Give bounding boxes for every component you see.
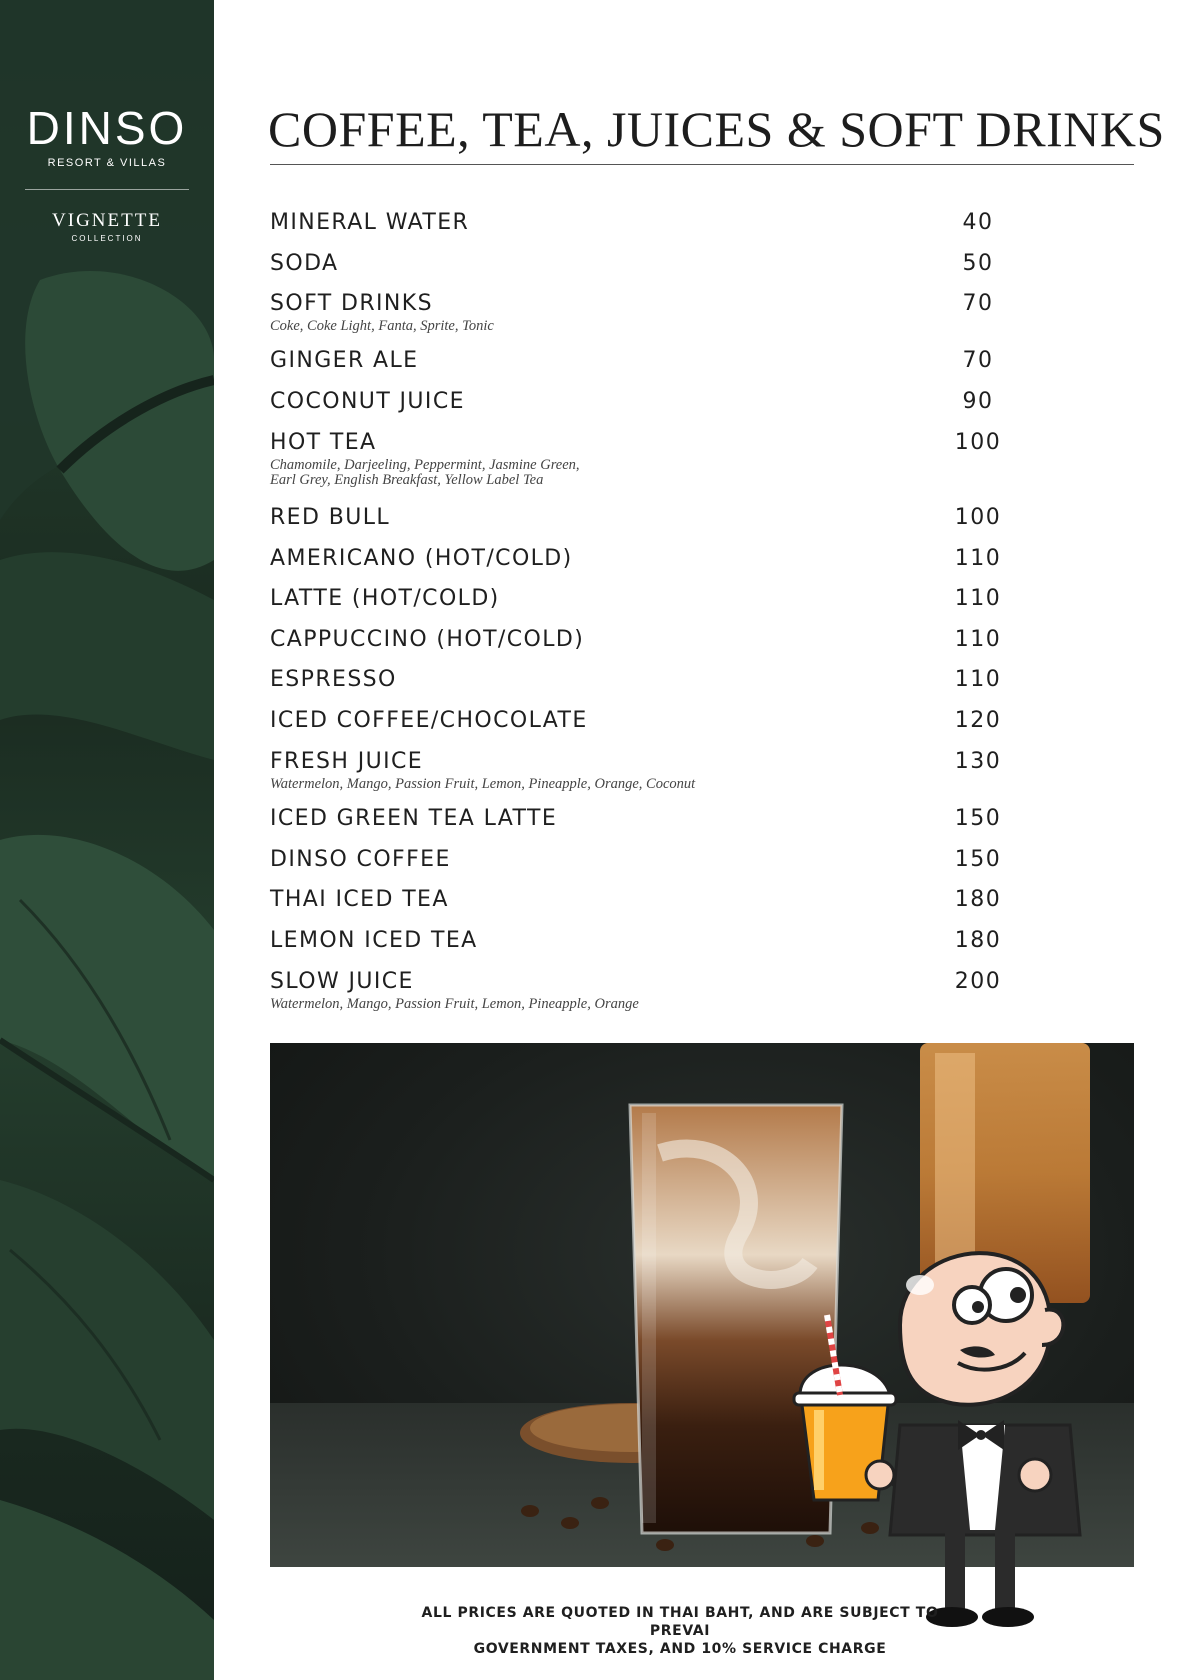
menu-item-name: MINERAL WATER — [270, 210, 470, 235]
menu-item-description: Earl Grey, English Breakfast, Yellow Label Tea — [270, 472, 544, 488]
dinso-subtitle: RESORT & VILLAS — [47, 157, 167, 169]
menu-item-name: LEMON ICED TEA — [270, 928, 478, 953]
menu-item-description: Coke, Coke Light, Fanta, Sprite, Tonic — [270, 318, 494, 334]
menu-item-name: DINSO COFFEE — [270, 847, 451, 872]
disclaimer-line-2: GOVERNMENT TAXES, AND 10% SERVICE CHARGE — [473, 1641, 887, 1657]
menu-item-description: Watermelon, Mango, Passion Fruit, Lemon, Pineapple, Orange — [270, 996, 639, 1012]
menu-item — [270, 747, 1030, 804]
menu-item-price: 130 — [954, 749, 1002, 774]
menu-item — [270, 584, 1030, 625]
menu-item-name: LATTE (HOT/COLD) — [270, 586, 500, 611]
menu-item-name: AMERICANO (HOT/COLD) — [270, 546, 573, 571]
menu-item — [270, 428, 1030, 503]
page-title: COFFEE, TEA, JUICES & SOFT DRINKS — [268, 101, 1165, 157]
menu-item-name: GINGER ALE — [270, 348, 419, 373]
menu-item-name: ICED COFFEE/CHOCOLATE — [270, 708, 588, 733]
menu-item — [270, 544, 1030, 584]
vignette-logo: VIGNETTE — [52, 210, 162, 231]
menu-item-price: 70 — [962, 348, 994, 373]
sidebar-panel — [0, 0, 214, 1680]
menu-item — [270, 706, 1030, 747]
menu-item — [270, 804, 1030, 845]
title-divider — [270, 164, 1134, 165]
menu-item-name: COCONUT JUICE — [270, 389, 465, 414]
menu-item — [270, 346, 1030, 387]
menu-item-price: 110 — [954, 586, 1002, 611]
menu-item-name: HOT TEA — [270, 430, 377, 455]
menu-item-price: 100 — [954, 505, 1002, 530]
menu-item-price: 200 — [954, 969, 1002, 994]
menu-item — [270, 208, 1030, 249]
menu-item-name: RED BULL — [270, 505, 391, 530]
menu-item — [270, 249, 1030, 289]
menu-item-price: 120 — [954, 708, 1002, 733]
menu-item — [270, 289, 1030, 346]
drinks-menu-list — [270, 208, 1030, 1024]
menu-item-price: 70 — [962, 291, 994, 316]
menu-item-price: 50 — [962, 251, 994, 276]
menu-item-name: THAI ICED TEA — [270, 887, 449, 912]
menu-item-name: SOFT DRINKS — [270, 291, 433, 316]
menu-item-price: 180 — [954, 928, 1002, 953]
menu-item — [270, 926, 1030, 967]
disclaimer-line-1: ALL PRICES ARE QUOTED IN THAI BAHT, AND ARE SUBJECT TO PREVAI — [421, 1605, 939, 1639]
menu-item-price: 150 — [954, 847, 1002, 872]
menu-item-price: 150 — [954, 806, 1002, 831]
brand-divider — [25, 189, 189, 190]
menu-item-price: 110 — [954, 627, 1002, 652]
price-disclaimer — [400, 1604, 960, 1658]
menu-item-name: ICED GREEN TEA LATTE — [270, 806, 558, 831]
menu-item-name: FRESH JUICE — [270, 749, 424, 774]
menu-item-name: SLOW JUICE — [270, 969, 414, 994]
menu-item-price: 110 — [954, 667, 1002, 692]
chef-mascot-illustration — [780, 1225, 1140, 1635]
vignette-subtitle: COLLECTION — [71, 234, 143, 243]
menu-item — [270, 387, 1030, 428]
menu-item — [270, 625, 1030, 665]
menu-item-price: 40 — [962, 210, 994, 235]
menu-item — [270, 967, 1030, 1024]
menu-item — [270, 885, 1030, 926]
menu-item-price: 110 — [954, 546, 1002, 571]
menu-item — [270, 503, 1030, 544]
menu-item-price: 90 — [962, 389, 994, 414]
menu-item — [270, 845, 1030, 885]
brand-block — [0, 102, 214, 243]
menu-item-name: SODA — [270, 251, 339, 276]
menu-item-price: 100 — [954, 430, 1002, 455]
menu-item-description: Watermelon, Mango, Passion Fruit, Lemon, Pineapple, Orange, Coconut — [270, 776, 696, 792]
menu-item-name: ESPRESSO — [270, 667, 397, 692]
menu-item-price: 180 — [954, 887, 1002, 912]
menu-item — [270, 665, 1030, 706]
leaf-background-illustration — [0, 0, 214, 1680]
menu-item-name: CAPPUCCINO (HOT/COLD) — [270, 627, 585, 652]
dinso-logo: DINSO — [26, 102, 188, 154]
menu-item-description: Chamomile, Darjeeling, Peppermint, Jasmine Green, — [270, 457, 580, 473]
